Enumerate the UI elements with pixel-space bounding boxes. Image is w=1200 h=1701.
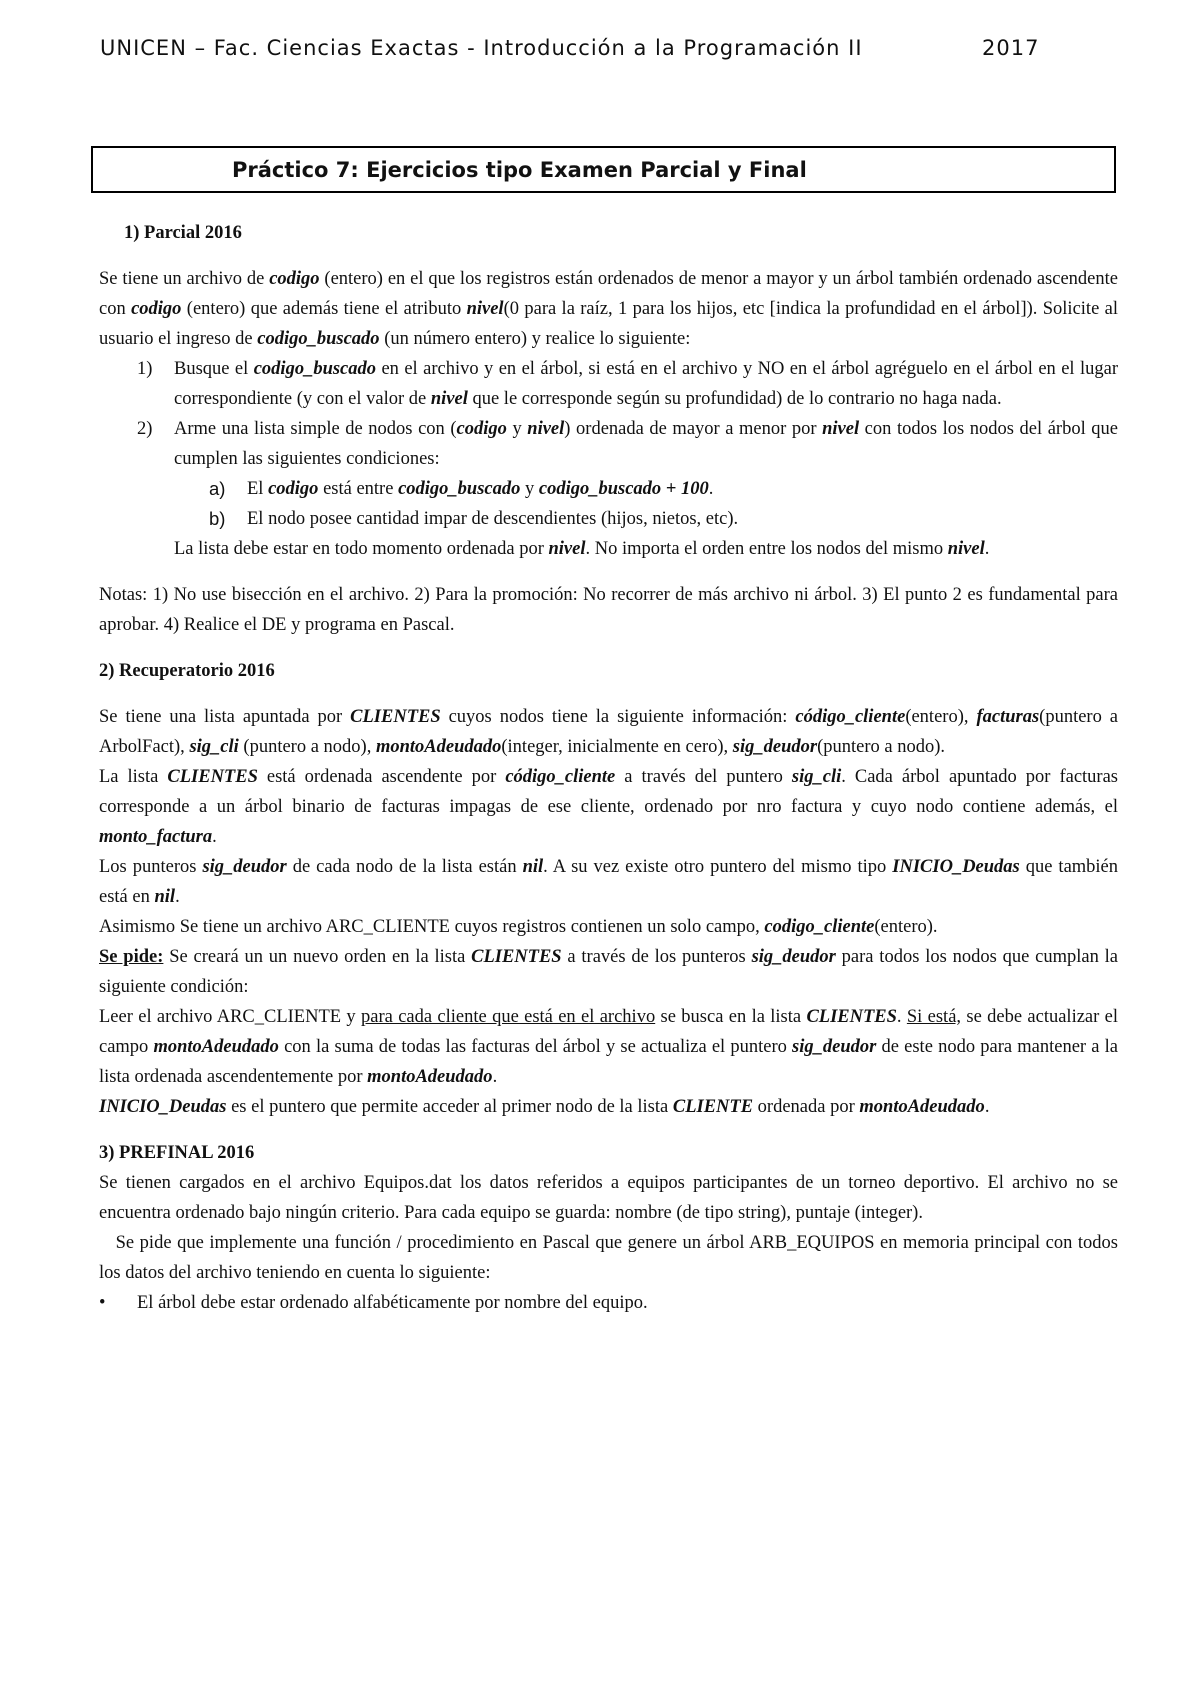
title-box: [91, 146, 1116, 193]
section-2-heading: 2) Recuperatorio 2016: [99, 661, 275, 681]
section-3-bullet: • El árbol debe estar ordenado alfabéticamente por nombre del equipo.: [99, 1288, 1118, 1318]
section-1-notes: Notas: 1) No use bisección en el archivo. 2) Para la promoción: No recorrer de más archivo ni árbol. 3) El punto 2 es fundamental para aprobar. 4) Realice el DE y programa en Pascal.: [99, 585, 1118, 635]
section-3-paragraph-2: Se pide que implemente una función / procedimiento en Pascal que genere un árbol ARB_EQUIPOS en memoria principal con todos los datos del archivo teniendo en cuenta lo siguiente:: [99, 1233, 1123, 1283]
section-2-paragraph-1: Se tiene una lista apuntada por CLIENTES cuyos nodos tiene la siguiente información: código_cliente(entero), facturas(puntero a ArbolFact), sig_cli (puntero a nodo), montoAdeudado(integer, inicialmente en cero), sig_deudor(puntero a nodo).: [99, 707, 1118, 757]
list-item: 2) Arme una lista simple de nodos con (codigo y nivel) ordenada de mayor a menor por nivel con todos los nodos del árbol que cumplen las siguientes condiciones:: [137, 419, 1119, 469]
section-2-paragraph-2: La lista CLIENTES está ordenada ascendente por código_cliente a través del puntero sig_cli. Cada árbol apuntado por facturas corresponde a un árbol binario de facturas impagas de ese cliente, ordenado por nro factura y cuyo nodo contiene además, el monto_factura.: [99, 767, 1119, 847]
document-body: [99, 218, 1123, 1318]
section-2-paragraph-4: Asimismo Se tiene un archivo ARC_CLIENTE cuyos registros contienen un solo campo, codigo_cliente(entero).: [99, 917, 938, 937]
section-1-sublist: [99, 474, 1118, 534]
page-title: Práctico 7: Ejercicios tipo Examen Parcial y Final: [232, 158, 807, 182]
section-3-heading: 3) PREFINAL 2016: [99, 1143, 255, 1163]
section-1-heading: 1) Parcial 2016: [124, 223, 242, 243]
list-item: a) El codigo está entre codigo_buscado y codigo_buscado + 100.: [209, 478, 714, 499]
header-text: UNICEN – Fac. Ciencias Exactas - Introducción a la Programación II: [100, 36, 863, 60]
section-2-paragraph-3: Los punteros sig_deudor de cada nodo de la lista están nil. A su vez existe otro puntero del mismo tipo INICIO_Deudas que también está en nil.: [99, 857, 1119, 907]
list-item: b) El nodo posee cantidad impar de descendientes (hijos, nietos, etc).: [209, 508, 739, 529]
list-item: 1) Busque el codigo_buscado en el archivo y en el árbol, si está en el archivo y NO en el árbol agréguelo en el árbol en el lugar correspondiente (y con el valor de nivel que le corresponde según su profundidad) de lo contrario no haga nada.: [137, 359, 1119, 409]
section-1-paragraph: Se tiene un archivo de codigo (entero) en el que los registros están ordenados de menor a mayor y un árbol también ordenado ascendente con codigo (entero) que además tiene el atributo nivel(0 para la raíz, 1 para los hijos, etc [indica la profundidad en el árbol]). Solicite al usuario el ingreso de codigo_buscado (un número entero) y realice lo siguiente:: [99, 269, 1118, 349]
section-3-paragraph-1: Se tienen cargados en el archivo Equipos.dat los datos referidos a equipos participantes de un torneo deportivo. El archivo no se encuentra ordenado bajo ningún criterio. Para cada equipo se guarda: nombre (de tipo string), puntaje (integer).: [99, 1173, 1118, 1223]
section-2-paragraph-6: Leer el archivo ARC_CLIENTE y para cada cliente que está en el archivo se busca en la lista CLIENTES. Si está, se debe actualizar el campo montoAdeudado con la suma de todas las facturas del árbol y se actualiza el puntero sig_deudor de este nodo para mantener a la lista ordenada ascendentemente por montoAdeudado.: [99, 1007, 1118, 1087]
section-1-list: [99, 354, 1118, 474]
header-year: 2017: [982, 36, 1040, 60]
section-1-list-note: La lista debe estar en todo momento ordenada por nivel. No importa el orden entre los nodos del mismo nivel.: [174, 539, 990, 559]
section-2-paragraph-5: Se pide: Se creará un un nuevo orden en la lista CLIENTES a través de los punteros sig_deudor para todos los nodos que cumplan la siguiente condición:: [99, 947, 1118, 997]
section-2-paragraph-7: INICIO_Deudas es el puntero que permite acceder al primer nodo de la lista CLIENTE ordenada por montoAdeudado.: [99, 1097, 990, 1117]
page-header: [100, 36, 1100, 60]
bullet-icon: •: [99, 1293, 106, 1313]
